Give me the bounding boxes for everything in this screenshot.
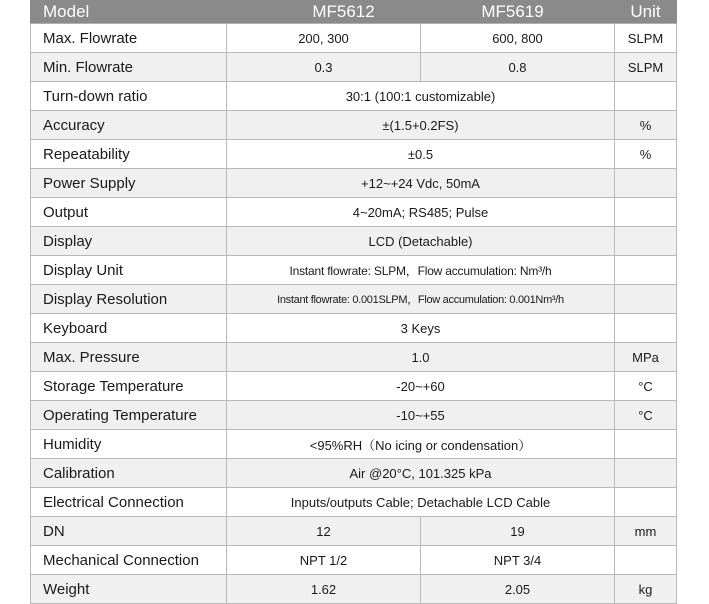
- header-model: Model: [31, 1, 227, 24]
- value-merged: -20~+60: [227, 372, 615, 401]
- table-row: [31, 575, 677, 604]
- unit-cell: [615, 488, 677, 517]
- row-label: Accuracy: [31, 111, 227, 140]
- row-label: Repeatability: [31, 140, 227, 169]
- table-row: [31, 372, 677, 401]
- row-label: DN: [31, 517, 227, 546]
- row-label: Min. Flowrate: [31, 53, 227, 82]
- row-label: Output: [31, 198, 227, 227]
- table-row: [31, 517, 677, 546]
- table-row: [31, 169, 677, 198]
- unit-cell: SLPM: [615, 53, 677, 82]
- unit-cell: [615, 169, 677, 198]
- unit-cell: [615, 256, 677, 285]
- unit-cell: [615, 227, 677, 256]
- value-a: 1.62: [227, 575, 421, 604]
- value-b: 19: [421, 517, 615, 546]
- value-merged: Air @20°C, 101.325 kPa: [227, 459, 615, 488]
- value-merged: -10~+55: [227, 401, 615, 430]
- unit-cell: [615, 430, 677, 459]
- row-label: Max. Pressure: [31, 343, 227, 372]
- value-merged: ±0.5: [227, 140, 615, 169]
- table-row: [31, 198, 677, 227]
- value-merged: +12~+24 Vdc, 50mA: [227, 169, 615, 198]
- value-merged: ±(1.5+0.2FS): [227, 111, 615, 140]
- table-row: [31, 459, 677, 488]
- row-label: Max. Flowrate: [31, 24, 227, 53]
- unit-cell: [615, 198, 677, 227]
- value-merged: Instant flowrate: 0.001SLPM，Flow accumulation: 0.001Nm³/h: [227, 285, 615, 314]
- row-label: Calibration: [31, 459, 227, 488]
- table-row: [31, 111, 677, 140]
- table-row: [31, 53, 677, 82]
- value-b: 0.8: [421, 53, 615, 82]
- row-label: Display: [31, 227, 227, 256]
- value-merged: <95%RH（No icing or condensation）: [227, 430, 615, 459]
- value-merged: LCD (Detachable): [227, 227, 615, 256]
- table-row: [31, 488, 677, 517]
- value-merged: 1.0: [227, 343, 615, 372]
- row-label: Display Unit: [31, 256, 227, 285]
- value-merged: Instant flowrate: SLPM，Flow accumulation: Nm³/h: [227, 256, 615, 285]
- unit-cell: MPa: [615, 343, 677, 372]
- table-row: [31, 430, 677, 459]
- value-merged: 30:1 (100:1 customizable): [227, 82, 615, 111]
- value-a: 12: [227, 517, 421, 546]
- value-b: NPT 3/4: [421, 546, 615, 575]
- row-label: Turn-down ratio: [31, 82, 227, 111]
- value-merged: Inputs/outputs Cable; Detachable LCD Cable: [227, 488, 615, 517]
- row-label: Power Supply: [31, 169, 227, 198]
- unit-cell: SLPM: [615, 24, 677, 53]
- table-row: [31, 82, 677, 111]
- row-label: Weight: [31, 575, 227, 604]
- unit-cell: [615, 82, 677, 111]
- table-row: [31, 314, 677, 343]
- value-a: NPT 1/2: [227, 546, 421, 575]
- unit-cell: °C: [615, 401, 677, 430]
- table-row: [31, 546, 677, 575]
- value-a: 0.3: [227, 53, 421, 82]
- unit-cell: [615, 546, 677, 575]
- table-row: [31, 285, 677, 314]
- value-b: 600, 800: [421, 24, 615, 53]
- header-row: [31, 1, 677, 24]
- table-row: [31, 227, 677, 256]
- row-label: Humidity: [31, 430, 227, 459]
- unit-cell: kg: [615, 575, 677, 604]
- unit-cell: [615, 285, 677, 314]
- unit-cell: mm: [615, 517, 677, 546]
- header-model-a: MF5612: [227, 1, 421, 24]
- value-merged: 3 Keys: [227, 314, 615, 343]
- row-label: Mechanical Connection: [31, 546, 227, 575]
- header-model-b: MF5619: [421, 1, 615, 24]
- row-label: Display Resolution: [31, 285, 227, 314]
- value-b: 2.05: [421, 575, 615, 604]
- table-row: [31, 256, 677, 285]
- header-unit: Unit: [615, 1, 677, 24]
- table-row: [31, 343, 677, 372]
- table-row: [31, 401, 677, 430]
- unit-cell: °C: [615, 372, 677, 401]
- unit-cell: [615, 314, 677, 343]
- unit-cell: [615, 459, 677, 488]
- table-row: [31, 24, 677, 53]
- row-label: Electrical Connection: [31, 488, 227, 517]
- value-a: 200, 300: [227, 24, 421, 53]
- row-label: Operating Temperature: [31, 401, 227, 430]
- row-label: Keyboard: [31, 314, 227, 343]
- spec-table: [30, 0, 677, 604]
- row-label: Storage Temperature: [31, 372, 227, 401]
- unit-cell: %: [615, 140, 677, 169]
- unit-cell: %: [615, 111, 677, 140]
- value-merged: 4~20mA; RS485; Pulse: [227, 198, 615, 227]
- table-row: [31, 140, 677, 169]
